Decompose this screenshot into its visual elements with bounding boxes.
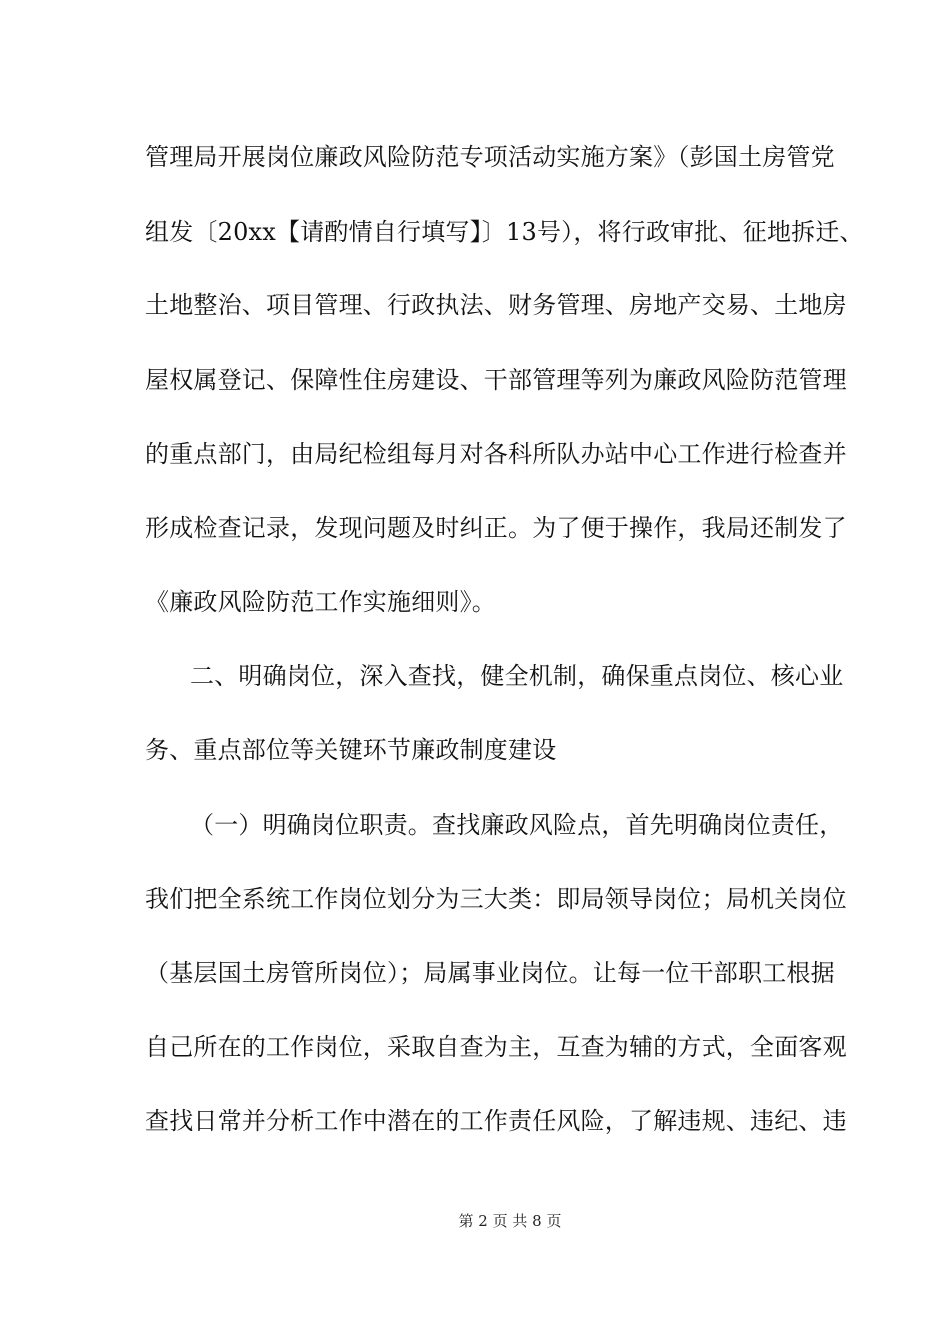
text-line: 屋权属登记、保障性住房建设、干部管理等列为廉政风险防范管理 bbox=[145, 366, 847, 394]
section-heading-line: 务、重点部位等关键环节廉政制度建设 bbox=[145, 736, 557, 764]
text-line: 管理局开展岗位廉政风险防范专项活动实施方案》（彭国土房管党 bbox=[145, 143, 835, 171]
page-number: 第 2 页 共 8 页 bbox=[458, 1212, 562, 1230]
text-line: （一）明确岗位职责。查找廉政风险点，首先明确岗位责任， bbox=[190, 811, 844, 839]
page-footer bbox=[0, 1211, 950, 1231]
text-line: 形成检查记录，发现问题及时纠正。为了便于操作，我局还制发了 bbox=[145, 514, 847, 542]
text-line: （基层国土房管所岗位）；局属事业岗位。让每一位干部职工根据 bbox=[145, 959, 835, 987]
text-line: 查找日常并分析工作中潜在的工作责任风险，了解违规、违纪、违 bbox=[145, 1107, 847, 1135]
text-line: 土地整治、项目管理、行政执法、财务管理、房地产交易、土地房 bbox=[145, 291, 847, 319]
text-line: 组发〔20xx【请酌情自行填写】〕13号），将行政审批、征地拆迁、 bbox=[145, 218, 864, 246]
text-line: 我们把全系统工作岗位划分为三大类：即局领导岗位；局机关岗位 bbox=[145, 885, 847, 913]
text-line: 的重点部门，由局纪检组每月对各科所队办站中心工作进行检查并 bbox=[145, 440, 847, 468]
section-heading-line: 二、明确岗位，深入查找，健全机制，确保重点岗位、核心业 bbox=[190, 662, 844, 690]
text-line: 自己所在的工作岗位，采取自查为主，互查为辅的方式，全面客观 bbox=[145, 1033, 847, 1061]
text-line: 《廉政风险防范工作实施细则》。 bbox=[145, 588, 496, 616]
